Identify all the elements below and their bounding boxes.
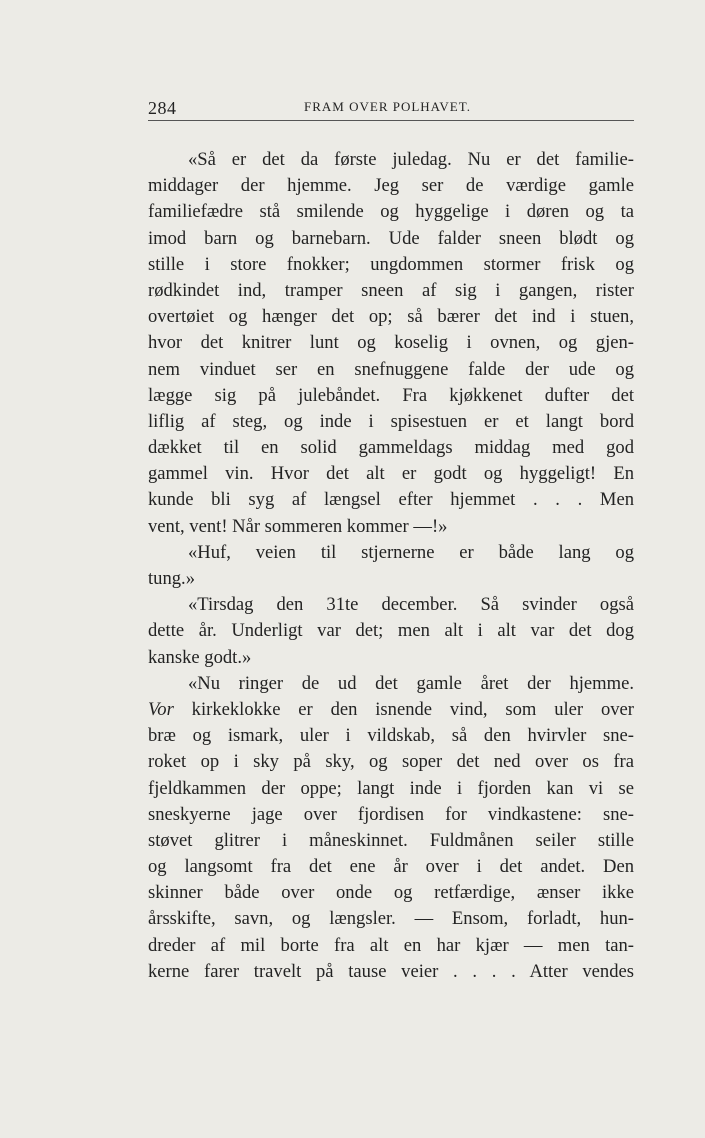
page-number: 284 bbox=[148, 98, 177, 118]
text-line: lægge sig på julebåndet. Fra kjøkkenet dufter det bbox=[148, 384, 634, 406]
text-line: liflig af steg, og inde i spisestuen er et langt bord bbox=[148, 410, 634, 432]
text-fragment: kirkeklokke er den isnende vind, som uler over bbox=[191, 698, 634, 720]
text-line: nem vinduet ser en snefnuggene falde der ude og bbox=[148, 358, 634, 380]
running-title: FRAM OVER POLHAVET. bbox=[304, 99, 471, 114]
text-line: dreder af mil borte fra alt en har kjær — men tan- bbox=[148, 934, 634, 956]
text-line: gammel vin. Hvor det alt er godt og hyggeligt! En bbox=[148, 463, 634, 485]
text-line: «Nu ringer de ud det gamle året der hjemme. bbox=[188, 672, 634, 694]
text-line: dækket til en solid gammeldags middag med god bbox=[148, 437, 634, 459]
text-line bbox=[148, 697, 634, 723]
text-line: støvet glitrer i måneskinnet. Fuldmånen seiler stille bbox=[148, 829, 634, 851]
text-line: «Så er det da første juledag. Nu er det familie- bbox=[188, 149, 634, 170]
text-line: roket op i sky på sky, og soper det ned over os fra bbox=[148, 751, 634, 773]
text-line: tung.» bbox=[148, 568, 196, 589]
text-line: familiefædre stå smilende og hyggelige i døren og ta bbox=[148, 201, 634, 223]
text-line: dette år. Underligt var det; men alt i alt var det dog bbox=[148, 620, 634, 642]
text-line: kunde bli syg af længsel efter hjemmet . . . Men bbox=[148, 489, 634, 511]
text-line: kanske godt.» bbox=[148, 646, 252, 668]
text-line: vent, vent! Når sommeren kommer —!» bbox=[148, 515, 448, 537]
text-line: rødkindet ind, tramper sneen af sig i gangen, rister bbox=[148, 279, 634, 301]
text-line: middager der hjemme. Jeg ser de værdige gamle bbox=[148, 175, 634, 197]
header-rule bbox=[148, 120, 634, 121]
page-header bbox=[148, 98, 634, 122]
text-line: skinner både over onde og retfærdige, ænser ikke bbox=[148, 882, 634, 904]
text-line: stille i store fnokker; ungdommen stormer frisk og bbox=[148, 253, 634, 275]
text-line: bræ og ismark, uler i vildskab, så den hvirvler sne- bbox=[148, 725, 634, 747]
text-line: og langsomt fra det ene år over i det andet. Den bbox=[148, 856, 634, 878]
text-line: «Tirsdag den 31te december. Så svinder også bbox=[188, 594, 634, 616]
text-line: hvor det knitrer lunt og koselig i ovnen, og gjen- bbox=[148, 332, 634, 354]
text-line: årsskifte, savn, og længsler. — Ensom, forladt, hun- bbox=[148, 908, 634, 930]
text-line: kerne farer travelt på tause veier . . . . Atter vendes bbox=[148, 960, 634, 982]
text-line: «Huf, veien til stjernerne er både lang og bbox=[188, 541, 634, 563]
body-text bbox=[148, 147, 634, 985]
text-line: fjeldkammen der oppe; langt inde i fjorden kan vi se bbox=[148, 777, 634, 799]
text-line: overtøiet og hænger det op; så bærer det ind i stuen, bbox=[148, 306, 634, 328]
text-line: imod barn og barnebarn. Ude falder sneen blødt og bbox=[148, 227, 634, 249]
italic-word: Vor bbox=[148, 698, 174, 720]
text-line: sneskyerne jage over fjordisen for vindkastene: sne- bbox=[148, 803, 634, 825]
